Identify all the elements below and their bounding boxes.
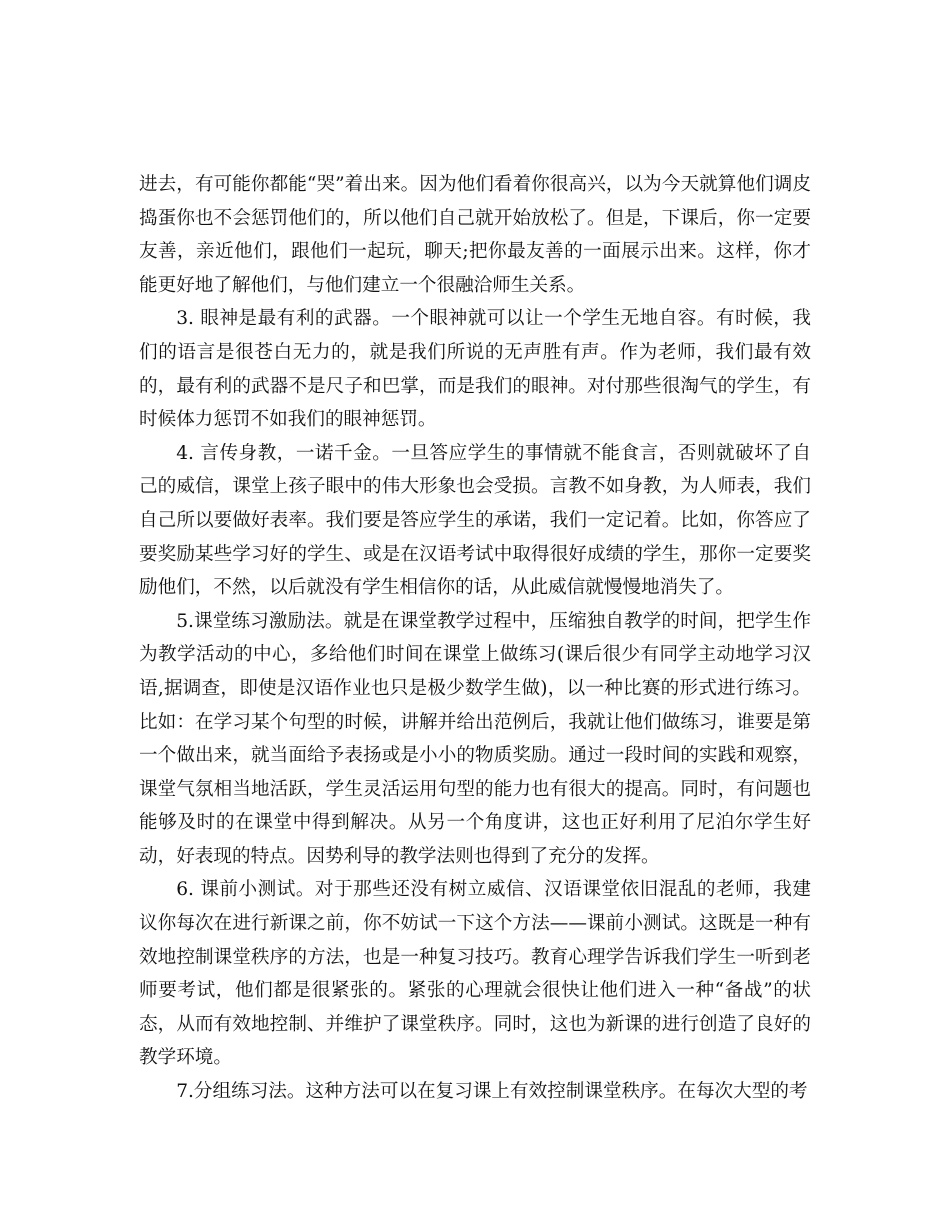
- paragraph-item-7: 7.分组练习法。这种方法可以在复习课上有效控制课堂秩序。在每次大型的考: [176, 1081, 808, 1103]
- paragraph-item-6: 6. 课前小测试。对于那些还没有树立威信、汉语课堂依旧混乱的老师，我建议你每次在进行新课之前，你不妨试一下这个方法——课前小测试。这既是一种有效地控制课堂秩序的方法，也是一种复习技巧。教育心理学告诉我们学生一听到老师要考试，他们都是很紧张的。紧张的心理就会很快让他们进入一种“备战”的状态，从而有效地控制、并维护了课堂秩序。同时，这也为新课的进行创造了良好的教学环境。: [139, 879, 811, 1069]
- paragraph-item-5: 5.课堂练习激励法。就是在课堂教学过程中，压缩独自教学的时间，把学生作为教学活动的中心，多给他们时间在课堂上做练习(课后很少有同学主动地学习汉语,据调查，即使是汉语作业也只是极少数学生做)，以一种比赛的形式进行练习。比如：在学习某个句型的时候，讲解并给出范例后，我就让他们做练习，谁要是第一个做出来，就当面给予表扬或是小小的物质奖励。通过一段时间的实践和观察，课堂气氛相当地活跃，学生灵活运用句型的能力也有很大的提高。同时，有问题也能够及时的在课堂中得到解决。从另一个角度讲，这也正好利用了尼泊尔学生好动，好表现的特点。因势利导的教学法则也得到了充分的发挥。: [139, 610, 811, 867]
- document-body: [139, 168, 811, 1109]
- paragraph-item-4: 4. 言传身教，一诺千金。一旦答应学生的事情就不能食言，否则就破坏了自己的威信，课堂上孩子眼中的伟大形象也会受损。言教不如身教，为人师表，我们自己所以要做好表率。我们要是答应学生的承诺，我们一定记着。比如，你答应了要奖励某些学习好的学生、或是在汉语考试中取得很好成绩的学生，那你一定要奖励他们，不然，以后就没有学生相信你的话，从此威信就慢慢地消失了。: [139, 442, 811, 599]
- paragraph-continued: 进去，有可能你都能“哭”着出来。因为他们看着你很高兴，以为今天就算他们调皮捣蛋你也不会惩罚他们的，所以他们自己就开始放松了。但是，下课后，你一定要友善，亲近他们，跟他们一起玩，聊天;把你最友善的一面展示出来。这样，你才能更好地了解他们，与他们建立一个很融洽师生关系。: [139, 174, 811, 296]
- paragraph-item-3: 3. 眼神是最有利的武器。一个眼神就可以让一个学生无地自容。有时候，我们的语言是很苍白无力的，就是我们所说的无声胜有声。作为老师，我们最有效的，最有利的武器不是尺子和巴掌，而是我们的眼神。对付那些很淘气的学生，有时候体力惩罚不如我们的眼神惩罚。: [139, 308, 811, 431]
